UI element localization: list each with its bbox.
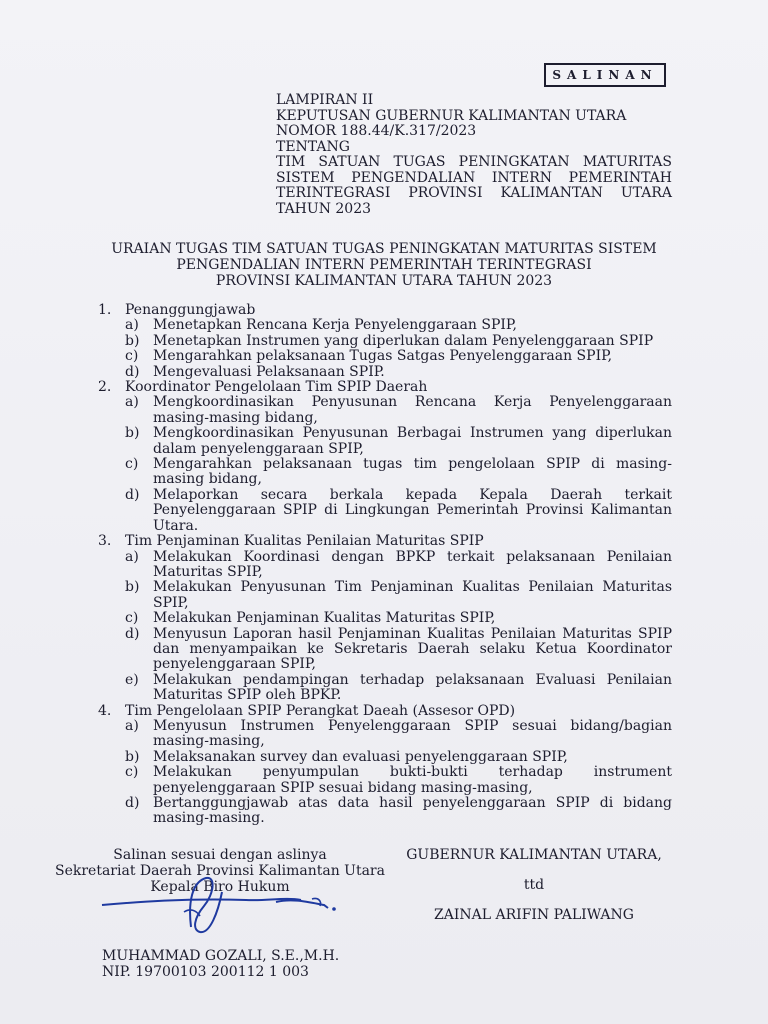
sub-letter: c): [125, 348, 139, 365]
sub-letter: b): [125, 579, 140, 596]
official-nip: NIP. 19700103 200112 1 003: [102, 964, 309, 980]
sub-text: Mengevaluasi Pelaksanaan SPIP.: [153, 363, 385, 380]
list-item: [98, 534, 672, 549]
sub-text: Melakukan pendampingan terhadap pelaksanaan Evaluasi Penilaian Maturitas SPIP oleh BPKP.: [153, 671, 672, 704]
sub-text: Menetapkan Rencana Kerja Penyelenggaraan SPIP,: [153, 317, 517, 334]
item-title: Koordinator Pengelolaan Tim SPIP Daerah: [125, 379, 428, 396]
list-item: [98, 704, 672, 719]
certification-line: Salinan sesuai dengan aslinya: [113, 847, 327, 863]
sub-item: [125, 318, 672, 333]
sub-item: [125, 349, 672, 364]
document-title: [100, 241, 668, 289]
certification-line: Kepala Biro Hukum: [150, 879, 290, 895]
item-number: 3.: [98, 533, 112, 550]
sub-item: [125, 796, 672, 827]
item-number: 4.: [98, 702, 112, 719]
header-line: LAMPIRAN II: [276, 92, 374, 108]
sub-letter: d): [125, 795, 140, 811]
governor-name: ZAINAL ARIFIN PALIWANG: [434, 907, 634, 923]
sub-text: Menetapkan Instrumen yang diperlukan dalam Penyelenggaraan SPIP: [153, 332, 654, 349]
sub-letter: a): [125, 317, 139, 334]
official-name: MUHAMMAD GOZALI, S.E.,M.H.: [102, 948, 340, 964]
sub-letter: a): [125, 717, 139, 734]
sub-text: Melakukan Koordinasi dengan BPKP terkait pelaksanaan Penilaian Maturitas SPIP,: [153, 548, 672, 580]
sub-text: Mengkoordinasikan Penyusunan Berbagai Instrumen yang diperlukan dalam penyelenggaraan SPIP,: [153, 425, 672, 457]
sub-item: [125, 611, 672, 626]
sub-letter: a): [125, 394, 139, 411]
header-line: TIM SATUAN TUGAS PENINGKATAN MATURITAS: [276, 154, 672, 170]
sub-text: Mengkoordinasikan Penyusunan Rencana Kerja Penyelenggaraan masing-masing bidang,: [153, 394, 672, 426]
title-line: PENGENDALIAN INTERN PEMERINTAH TERINTEGRASI: [176, 257, 592, 273]
sub-letter: d): [125, 486, 140, 503]
sub-text: Melakukan Penyusunan Tim Penjaminan Kualitas Penilaian Maturitas SPIP,: [153, 579, 672, 611]
title-line: PROVINSI KALIMANTAN UTARA TAHUN 2023: [215, 273, 553, 289]
sub-text: Melaporkan secara berkala kepada Kepala Daerah terkait Penyelenggaraan SPIP di Lingkungan Pemerintah Provinsi Kalimantan Utara.: [153, 486, 672, 534]
sub-letter: b): [125, 425, 140, 442]
header-line: TENTANG: [276, 138, 350, 155]
sub-text: Mengarahkan pelaksanaan tugas tim pengelolaan SPIP di masing-masing bidang,: [153, 456, 672, 488]
header-line: NOMOR 188.44/K.317/2023: [276, 123, 477, 139]
appendix-header: [276, 93, 672, 217]
sub-item: [125, 488, 672, 534]
task-list: [98, 303, 672, 827]
sub-item: [125, 750, 672, 765]
sub-letter: a): [125, 548, 139, 565]
governor-title: GUBERNUR KALIMANTAN UTARA,: [406, 847, 662, 863]
salinan-stamp: SALINAN: [544, 63, 666, 87]
official-identity: [102, 948, 362, 980]
item-number: 1.: [98, 302, 112, 318]
sub-letter: c): [125, 610, 139, 627]
item-number: 2.: [98, 379, 112, 396]
sub-text: Menyusun Laporan hasil Penjaminan Kualitas Penilaian Maturitas SPIP dan menyampaikan ke Sekretaris Daerah selaku Ketua Koordinator penyelenggaraan SPIP,: [153, 625, 672, 673]
sub-item: [125, 365, 672, 380]
sub-letter: d): [125, 363, 140, 380]
certification-line: Sekretariat Daerah Provinsi Kalimantan Utara: [55, 863, 385, 879]
sub-item: [125, 627, 672, 673]
sub-item: [125, 395, 672, 426]
governor-signature-block: [404, 847, 664, 923]
list-item: [98, 303, 672, 318]
sub-item: [125, 426, 672, 457]
sub-text: Mengarahkan pelaksanaan Tugas Satgas Penyelenggaraan SPIP,: [153, 348, 613, 365]
sub-item: [125, 719, 672, 750]
sub-letter: d): [125, 625, 140, 642]
sub-item: [125, 765, 672, 796]
item-title: Tim Pengelolaan SPIP Perangkat Daeah (Assesor OPD): [125, 702, 516, 719]
header-line: TAHUN 2023: [276, 200, 372, 217]
list-item: [98, 380, 672, 395]
sub-item: [125, 673, 672, 704]
sub-text: Bertanggungjawab atas data hasil penyelenggaraan SPIP di bidang masing-masing.: [153, 795, 672, 827]
sub-item: [125, 334, 672, 349]
sub-item: [125, 550, 672, 581]
sub-letter: b): [125, 332, 140, 349]
sub-item: [125, 457, 672, 488]
header-line: SISTEM PENGENDALIAN INTERN PEMERINTAH: [276, 169, 672, 186]
ttd-mark: ttd: [523, 877, 545, 893]
sub-text: Melaksanakan survey dan evaluasi penyelenggaraan SPIP,: [153, 748, 568, 765]
sub-text: Menyusun Instrumen Penyelenggaraan SPIP sesuai bidang/bagian masing-masing,: [153, 717, 672, 750]
title-line: URAIAN TUGAS TIM SATUAN TUGAS PENINGKATAN MATURITAS SISTEM: [111, 241, 657, 257]
header-line: KEPUTUSAN GUBERNUR KALIMANTAN UTARA: [276, 107, 627, 124]
header-line: TERINTEGRASI PROVINSI KALIMANTAN UTARA: [276, 185, 672, 201]
sub-letter: e): [125, 671, 139, 688]
sub-letter: c): [125, 456, 139, 473]
sub-text: Melakukan penyumpulan bukti-bukti terhadap instrument penyelenggaraan SPIP sesuai bidang masing-masing,: [153, 764, 672, 796]
handwritten-signature: [96, 872, 346, 952]
item-title: Penanggungjawab: [125, 302, 256, 318]
item-title: Tim Penjaminan Kualitas Penilaian Maturitas SPIP: [125, 533, 484, 550]
sub-text: Melakukan Penjaminan Kualitas Maturitas SPIP,: [153, 610, 496, 627]
sub-letter: b): [125, 748, 140, 765]
sub-letter: c): [125, 764, 139, 781]
sub-item: [125, 580, 672, 611]
